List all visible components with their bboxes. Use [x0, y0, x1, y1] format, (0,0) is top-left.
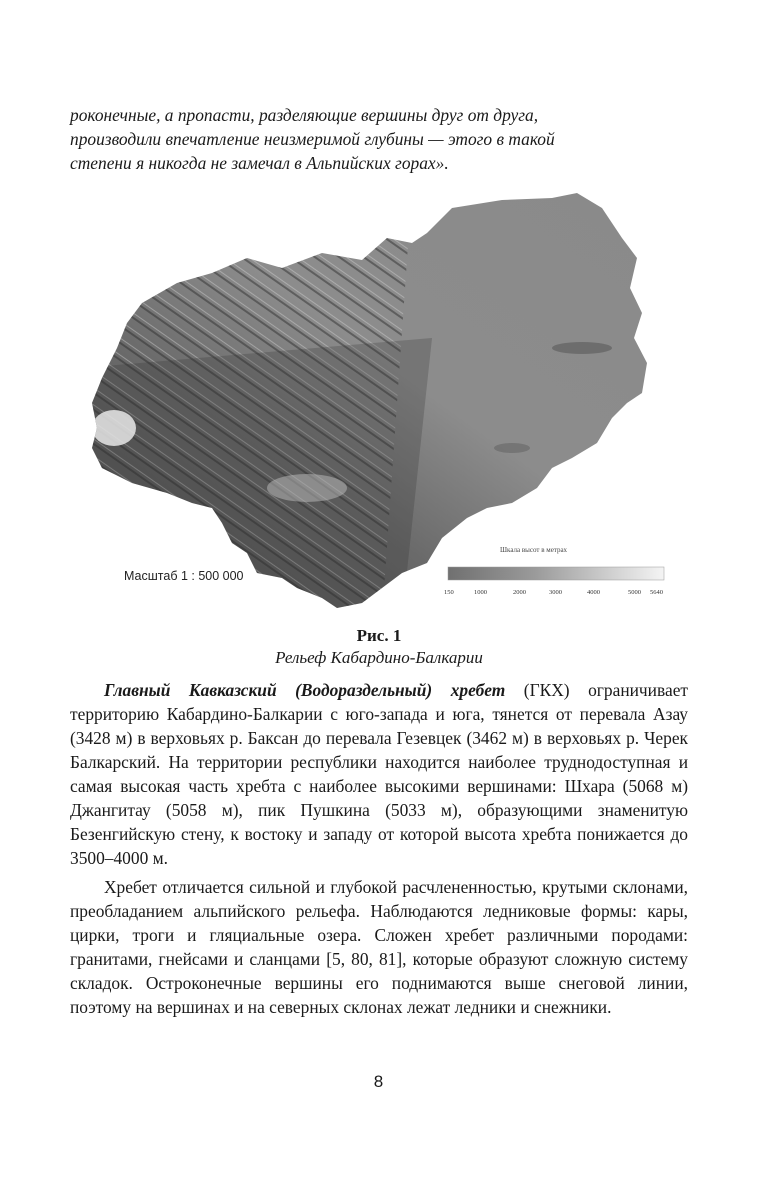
quote-line: роконечные, а пропасти, разделяющие вершины друг от друга, — [70, 105, 539, 125]
elevation-legend-bar — [448, 567, 664, 580]
paragraph-text: (ГКХ) ограничивает территорию Кабардино-Балкарии с юго-запада и юга, тянется от перевала Азау (3428 м) в верховьях р. Баксан до перевала Гезевцек (3462 м) в верховьях р. Черек Балкарский. На территории республики находится наиболее труднодоступная и самая высокая часть хребта с наиболее высокими вершинами: Шхара (5068 м) Джангитау (5058 м), пик Пушкина (5033 м), образующими знаменитую Безенгийскую стену, к востоку и западу от которой высота хребта понижается до 3500–4000 м. — [70, 680, 689, 868]
legend-tick: 150 — [444, 589, 454, 596]
quote-line: производили впечатление неизмеримой глубины — этого в такой — [70, 129, 555, 149]
quote-line: степени я никогда не замечал в Альпийских горах». — [70, 153, 449, 173]
term-heading: Главный Кавказский (Водораздельный) хребет — [104, 680, 506, 700]
figure-number: Рис. 1 — [356, 626, 402, 645]
legend-ticks — [444, 589, 663, 596]
legend-tick: 3000 — [549, 589, 562, 596]
map-territory — [82, 188, 682, 618]
legend-tick: 5640 — [650, 589, 663, 596]
quote-block — [70, 103, 688, 175]
relief-map — [82, 188, 682, 618]
legend-tick: 1000 — [474, 589, 487, 596]
legend-title: Шкала высот в метрах — [500, 546, 568, 554]
paragraph: Хребет отличается сильной и глубокой расчлененностью, крутыми склонами, преобладанием альпийского рельефа. Наблюдаются ледниковые формы: кары, цирки, троги и гляциальные озера. Сложен хребет различными породами: гранитами, гнейсами и сланцами [5, 80, 81], которые образуют сложную систему складок. Остроконечные вершины его поднимаются выше снеговой линии, поэтому на вершинах и на северных склонах лежат ледники и снежники. — [70, 877, 688, 1017]
legend-tick: 2000 — [513, 589, 526, 596]
legend-tick: 5000 — [628, 589, 641, 596]
relief-map-figure — [82, 188, 682, 618]
body-text — [70, 678, 688, 1019]
legend-tick: 4000 — [587, 589, 600, 596]
page-number: 8 — [373, 1072, 384, 1091]
map-scale-label: Масштаб 1 : 500 000 — [124, 569, 244, 583]
figure-caption: Рельеф Кабардино-Балкарии — [275, 648, 483, 667]
paragraph — [70, 678, 688, 870]
